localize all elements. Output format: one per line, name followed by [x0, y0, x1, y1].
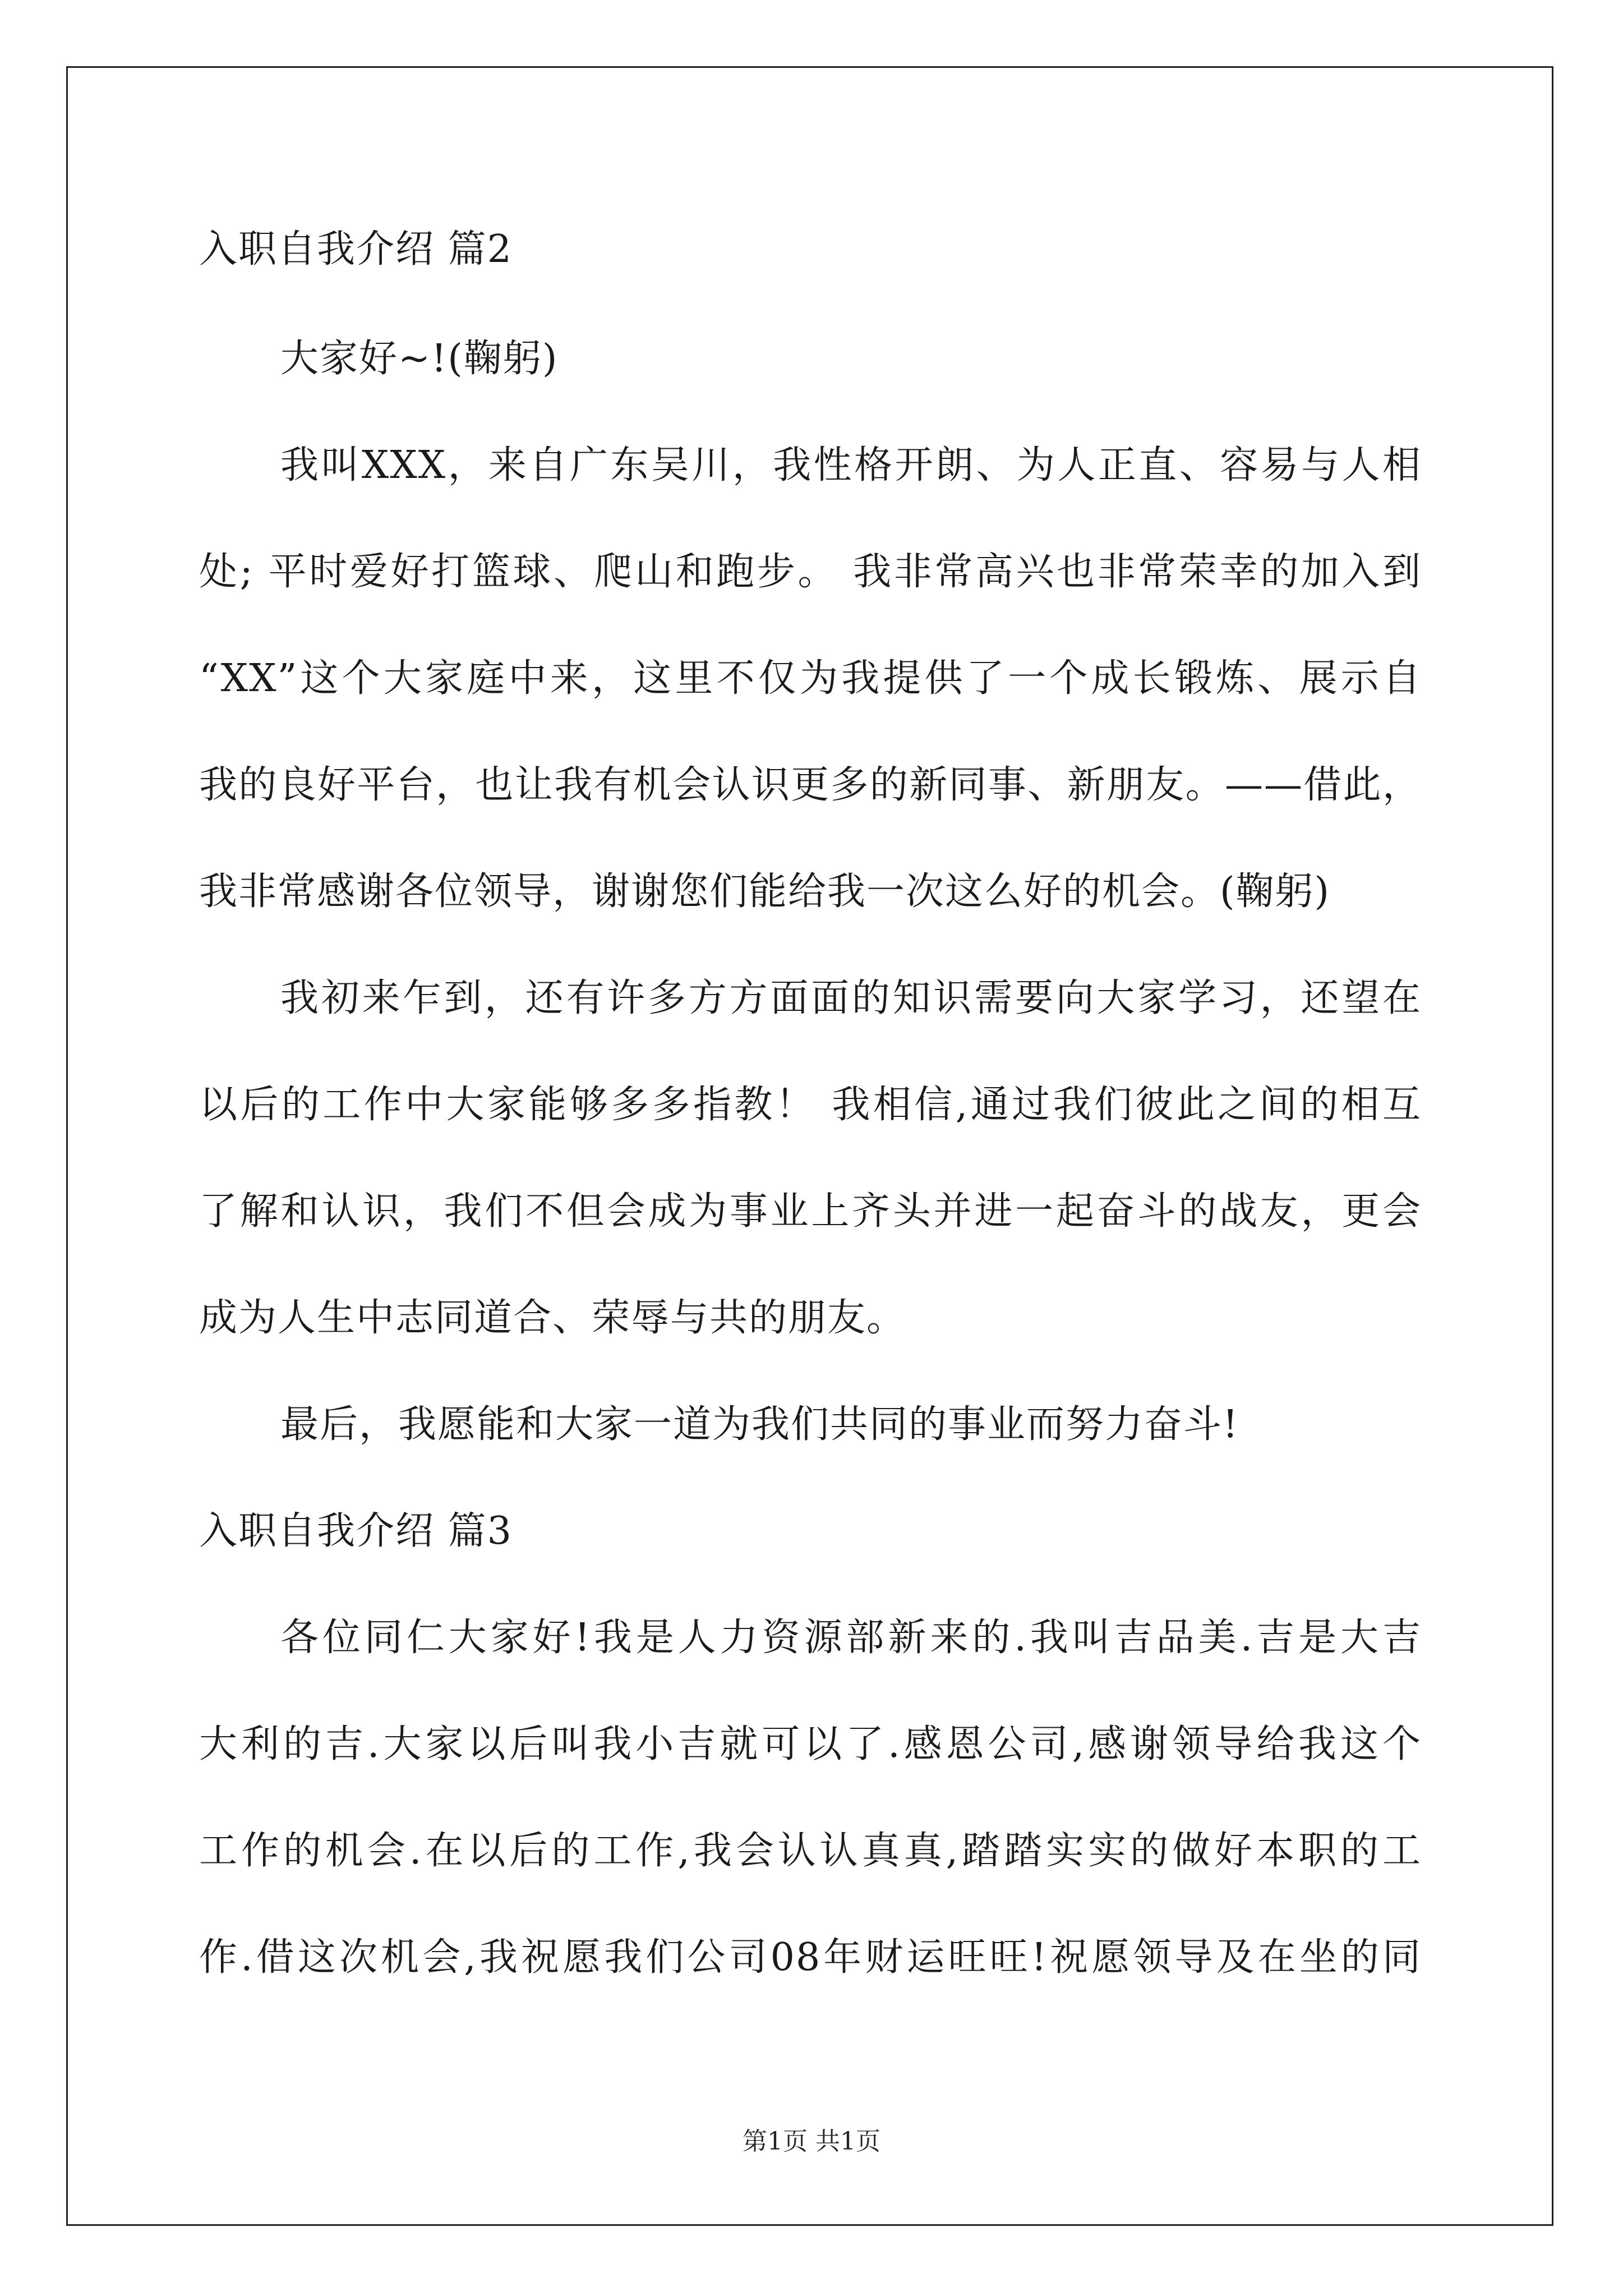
paragraph-line: 我的良好平台，也让我有机会认识更多的新同事、新朋友。——借此，: [199, 763, 1422, 807]
section-heading-2: 入职自我介绍 篇2: [199, 227, 513, 272]
page-border: [66, 66, 1553, 2226]
paragraph-line: 我叫XXX，来自广东吴川，我性格开朗、为人正直、容易与人相: [280, 443, 1422, 487]
page-number-footer: 第1页 共1页: [743, 2127, 880, 2156]
paragraph-line: 以后的工作中大家能够多多指教！ 我相信,通过我们彼此之间的相互: [199, 1083, 1422, 1127]
paragraph-line: 了解和认识，我们不但会成为事业上齐头并进一起奋斗的战友，更会: [199, 1189, 1422, 1234]
paragraph-line: 处; 平时爱好打篮球、爬山和跑步。 我非常高兴也非常荣幸的加入到: [199, 550, 1422, 594]
section-heading-3: 入职自我介绍 篇3: [199, 1509, 513, 1553]
paragraph-line: 大利的吉.大家以后叫我小吉就可以了.感恩公司,感谢领导给我这个: [199, 1722, 1422, 1766]
greeting-line: 大家好~!(鞠躬): [280, 337, 559, 381]
paragraph-line: 我初来乍到，还有许多方方面面的知识需要向大家学习，还望在: [280, 976, 1422, 1020]
paragraph-line: “XX”这个大家庭中来，这里不仅为我提供了一个成长锻炼、展示自: [199, 656, 1422, 701]
paragraph-line: 成为人生中志同道合、荣辱与共的朋友。: [199, 1296, 906, 1340]
paragraph-line: 我非常感谢各位领导，谢谢您们能给我一次这么好的机会。(鞠躬): [199, 869, 1331, 914]
paragraph-line: 各位同仁大家好!我是人力资源部新来的.我叫吉品美.吉是大吉: [280, 1616, 1422, 1660]
paragraph-line: 最后，我愿能和大家一道为我们共同的事业而努力奋斗!: [280, 1402, 1239, 1447]
paragraph-line: 作.借这次机会,我祝愿我们公司08年财运旺旺!祝愿领导及在坐的同: [199, 1935, 1422, 1980]
paragraph-line: 工作的机会.在以后的工作,我会认认真真,踏踏实实的做好本职的工: [199, 1829, 1422, 1873]
